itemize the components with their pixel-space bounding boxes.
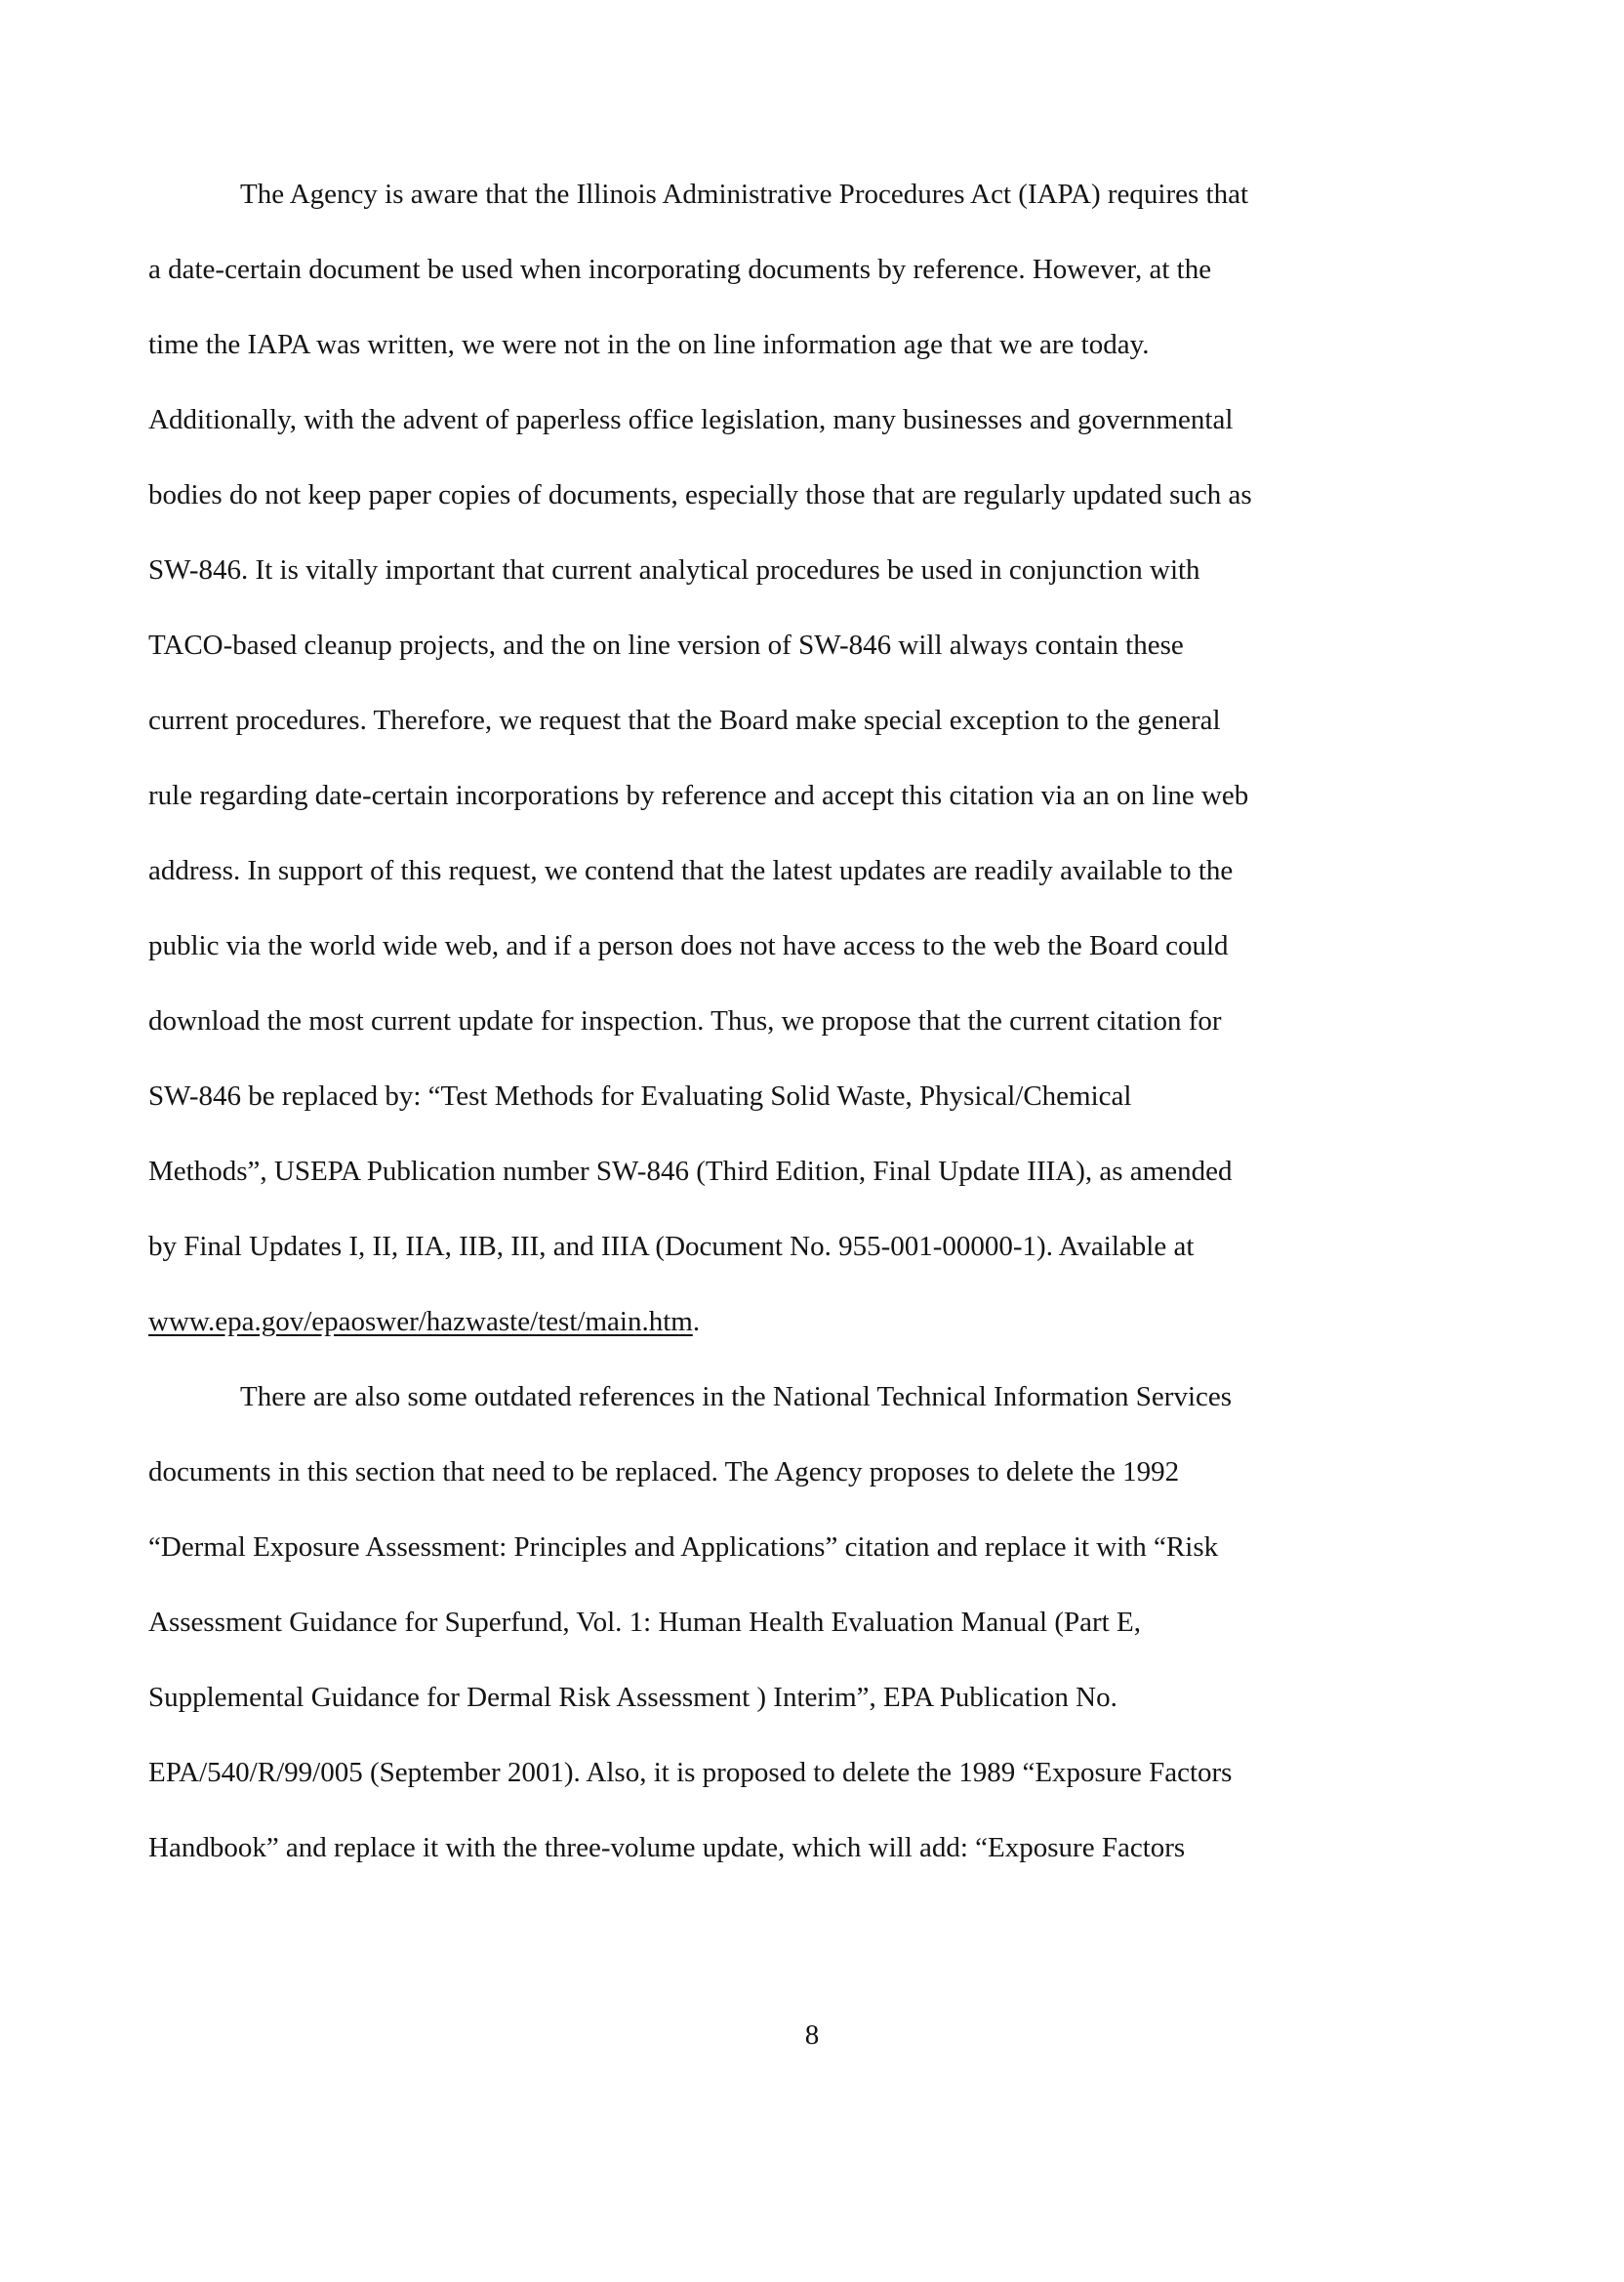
text-line: current procedures. Therefore, we request that the Board make special exception to the general bbox=[148, 705, 1221, 736]
link-suffix: . bbox=[692, 1306, 701, 1337]
text-line: Assessment Guidance for Superfund, Vol. 1: Human Health Evaluation Manual (Part E, bbox=[148, 1607, 1141, 1638]
text-line: There are also some outdated references in the National Technical Information Services bbox=[240, 1381, 1233, 1412]
text-line: time the IAPA was written, we were not in the on line information age that we are today. bbox=[148, 329, 1150, 360]
text-line: download the most current update for inspection. Thus, we propose that the current citation for bbox=[148, 1005, 1222, 1037]
text-line bbox=[148, 1303, 700, 1340]
text-line: documents in this section that need to be replaced. The Agency proposes to delete the 1992 bbox=[148, 1456, 1180, 1487]
text-line: Supplemental Guidance for Dermal Risk Assessment ) Interim”, EPA Publication No. bbox=[148, 1682, 1117, 1713]
text-line: by Final Updates I, II, IIA, IIB, III, and IIIA (Document No. 955-001-00000-1). Available at bbox=[148, 1231, 1195, 1262]
text-line: rule regarding date-certain incorporations by reference and accept this citation via an on line web bbox=[148, 780, 1249, 811]
text-line: Additionally, with the advent of paperless office legislation, many businesses and governmental bbox=[148, 404, 1234, 435]
text-line: public via the world wide web, and if a person does not have access to the web the Board could bbox=[148, 930, 1229, 961]
page-number: 8 bbox=[804, 2019, 820, 2051]
text-line: bodies do not keep paper copies of documents, especially those that are regularly updated such as bbox=[148, 479, 1252, 510]
text-line: SW-846 be replaced by: “Test Methods for Evaluating Solid Waste, Physical/Chemical bbox=[148, 1080, 1132, 1112]
text-line: The Agency is aware that the Illinois Administrative Procedures Act (IAPA) requires that bbox=[240, 179, 1249, 210]
text-line: Methods”, USEPA Publication number SW-846 (Third Edition, Final Update IIIA), as amended bbox=[148, 1156, 1233, 1187]
text-line: SW-846. It is vitally important that current analytical procedures be used in conjunction with bbox=[148, 554, 1200, 586]
text-line: address. In support of this request, we contend that the latest updates are readily available to the bbox=[148, 855, 1234, 886]
text-line: TACO-based cleanup projects, and the on line version of SW-846 will always contain these bbox=[148, 630, 1184, 661]
text-line: a date-certain document be used when incorporating documents by reference. However, at the bbox=[148, 254, 1212, 285]
sw846-web-link[interactable]: www.epa.gov/epaoswer/hazwaste/test/main.htm bbox=[148, 1306, 693, 1337]
text-line: Handbook” and replace it with the three-volume update, which will add: “Exposure Factors bbox=[148, 1832, 1186, 1863]
text-line: “Dermal Exposure Assessment: Principles and Applications” citation and replace it with “Risk bbox=[148, 1531, 1219, 1563]
text-line: EPA/540/R/99/005 (September 2001). Also, it is proposed to delete the 1989 “Exposure Factors bbox=[148, 1757, 1233, 1788]
